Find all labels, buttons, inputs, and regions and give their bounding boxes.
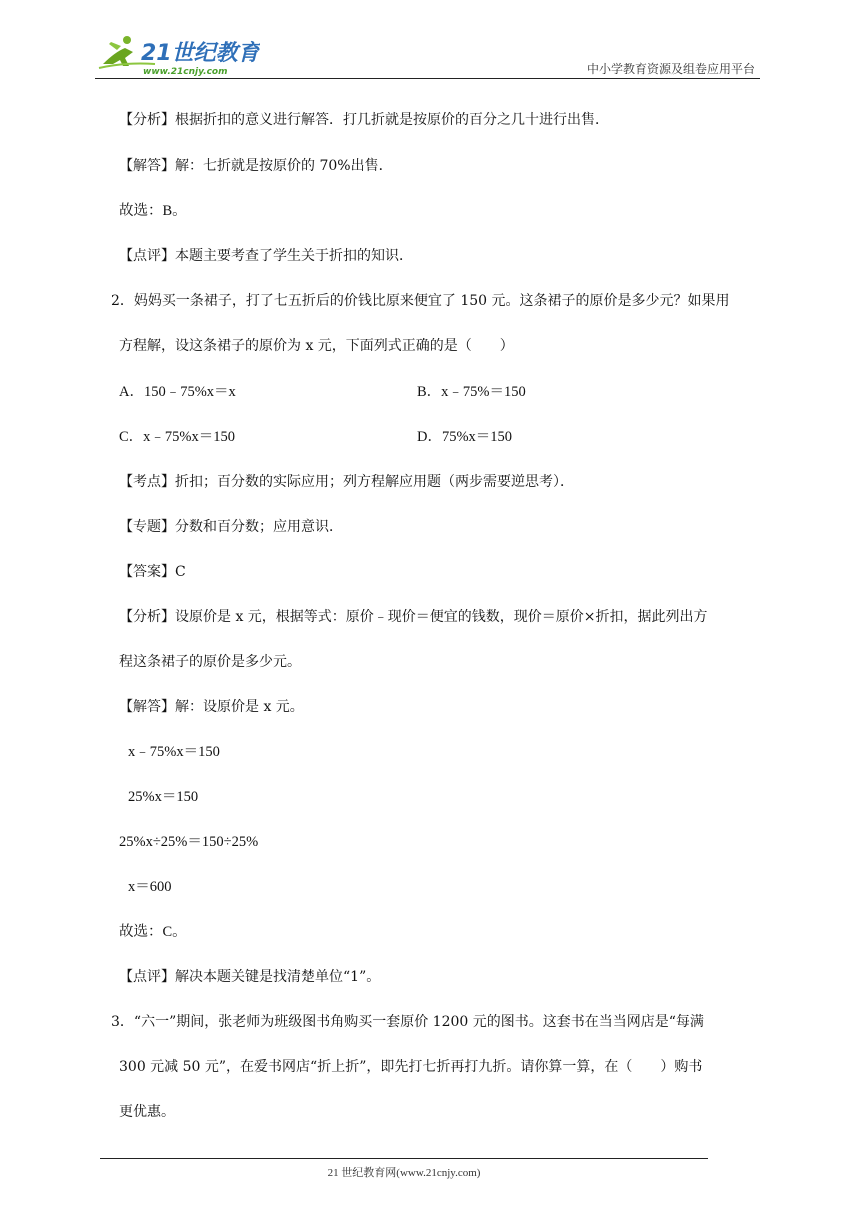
- solution-line-1: 【解答】解：七折就是按原价的 70%出售．: [119, 158, 393, 174]
- answer: 【答案】C: [119, 564, 186, 580]
- option-d: D．75%x＝150: [417, 429, 513, 445]
- choice-line-1: 故选：B。: [119, 203, 187, 219]
- equation-step-1: x﹣75%x＝150: [128, 744, 220, 760]
- equation-step-4: x＝600: [128, 879, 172, 895]
- question-2-line-2: 方程解，设这条裙子的原价为 x 元，下面列式正确的是（ ）: [119, 338, 514, 354]
- option-c: C．x﹣75%x＝150: [119, 429, 235, 445]
- equation-step-2: 25%x＝150: [128, 789, 199, 805]
- platform-name: 中小学教育资源及组卷应用平台: [586, 62, 755, 76]
- analysis-line-2a: 【分析】设原价是 x 元，根据等式：原价﹣现价＝便宜的钱数，现价＝原价×折扣，据此列出方: [119, 609, 708, 625]
- choice-line-2: 故选：C。: [119, 924, 187, 940]
- logo-url: www.21cnjy.com: [143, 67, 228, 77]
- option-b: B．x﹣75%＝150: [417, 384, 526, 400]
- solution-line-2: 【解答】解：设原价是 x 元。: [119, 699, 304, 715]
- topic: 【专题】分数和百分数；应用意识．: [119, 519, 343, 535]
- header-divider: [95, 78, 760, 79]
- footer-divider: [100, 1158, 708, 1159]
- footer-text: 21 世纪教育网(www.21cnjy.com): [327, 1167, 481, 1179]
- site-logo: [95, 34, 260, 78]
- question-2-line-1: 2．妈妈买一条裙子，打了七五折后的价钱比原来便宜了 150 元。这条裙子的原价是多少元？如果用: [111, 293, 730, 309]
- comment-line-1: 【点评】本题主要考查了学生关于折扣的知识．: [119, 248, 413, 264]
- question-3-line-3: 更优惠。: [119, 1104, 175, 1120]
- analysis-line-1: 【分析】根据折扣的意义进行解答．打几折就是按原价的百分之几十进行出售．: [119, 112, 609, 128]
- comment-line-2: 【点评】解决本题关键是找清楚单位“1”。: [119, 969, 381, 985]
- analysis-line-2b: 程这条裙子的原价是多少元。: [119, 654, 301, 670]
- question-3-line-2: 300 元减 50 元”，在爱书网店“折上折”，即先打七折再打九折。请你算一算，在（ ）购书: [119, 1059, 703, 1075]
- knowledge-point: 【考点】折扣；百分数的实际应用；列方程解应用题（两步需要逆思考）．: [119, 474, 574, 490]
- question-3-line-1: 3．“六一”期间，张老师为班级图书角购买一套原价 1200 元的图书。这套书在当当网店是“每满: [111, 1014, 704, 1030]
- option-a: A．150﹣75%x＝x: [119, 384, 236, 400]
- logo-title: 21世纪教育: [141, 41, 260, 66]
- equation-step-3: 25%x÷25%＝150÷25%: [119, 834, 259, 850]
